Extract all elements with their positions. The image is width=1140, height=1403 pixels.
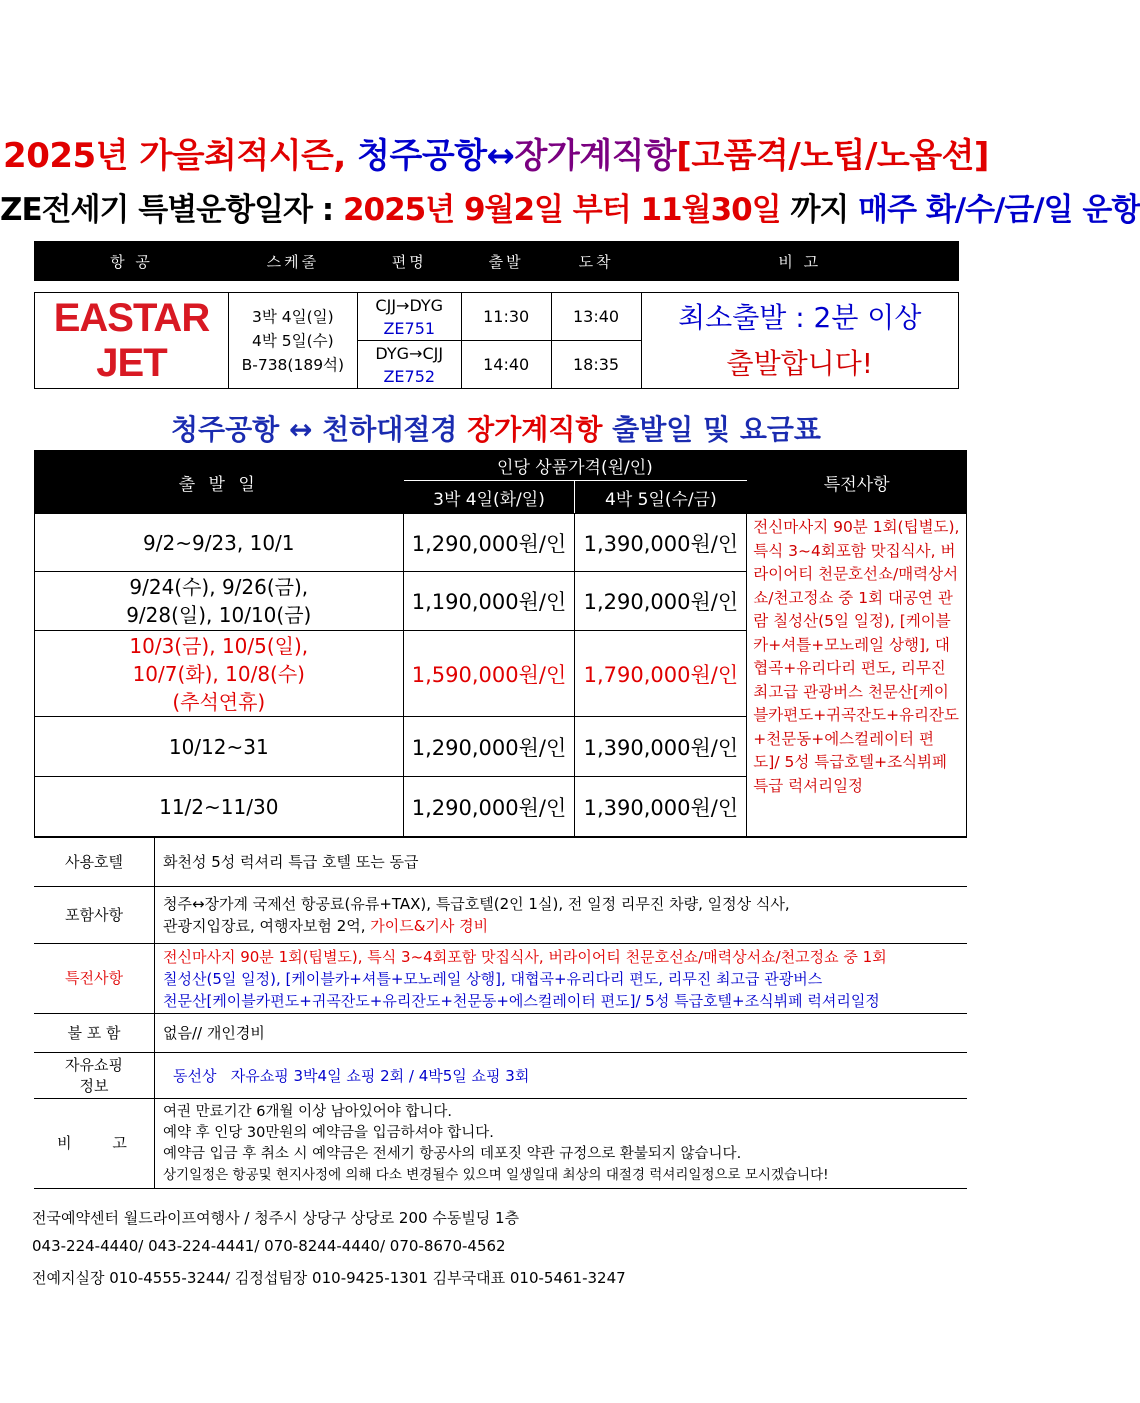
page-title xyxy=(0,128,992,177)
date-line: 9/24(수), 9/26(금), xyxy=(129,575,309,599)
remarks-row xyxy=(34,1099,967,1189)
schedule-4n5d: 4박 5일(수) xyxy=(252,331,334,350)
price-row xyxy=(35,514,967,572)
price-section-title xyxy=(0,408,992,448)
price-4n5d: 1,390,000원/인 xyxy=(575,777,747,837)
price-3n4d: 1,190,000원/인 xyxy=(403,572,575,631)
price-3n4d: 1,290,000원/인 xyxy=(403,514,575,572)
eastar-jet-logo: EASTAR JET xyxy=(53,295,210,385)
flight-row-1 xyxy=(35,293,959,341)
charter-label: ZE전세기 특별운항일자 : xyxy=(0,192,343,228)
price-4n5d: 1,390,000원/인 xyxy=(575,717,747,777)
flight-code: ZE751 xyxy=(383,318,436,338)
price-4n5d: 1,390,000원/인 xyxy=(575,514,747,572)
title-season: 2025년 가을최적시즌, xyxy=(3,136,358,176)
subtitle-route: 청주공항 ↔ 천하대절경 xyxy=(171,413,468,446)
arrival-time: 18:35 xyxy=(551,341,641,389)
include-guide-fee: 가이드&기사 경비 xyxy=(370,917,489,935)
route: CJJ→DYG xyxy=(375,295,444,315)
min-departure-line1: 최소출발 : 2분 이상 xyxy=(678,300,922,334)
subtitle-direct: 장가계직항 xyxy=(467,413,613,446)
flight-code: ZE752 xyxy=(383,366,436,386)
charter-schedule-title xyxy=(0,184,1140,229)
departure-dates xyxy=(35,514,404,572)
perk-line: 천문산[케이블카편도+귀곡잔도+유리잔도+천문동+에스컬레이터 편도]/ 5성 특급호텔+조식뷔페 럭셔리일정 xyxy=(163,991,880,1010)
date-line: 10/12~31 xyxy=(168,734,269,759)
date-line: 11/2~11/30 xyxy=(159,794,279,819)
remark-line: 상기일정은 항공및 현지사정에 의해 다소 변경될수 있으며 일생일대 최상의 대절경 럭셔리일정으로 모시겠습니다! xyxy=(163,1166,829,1183)
price-table xyxy=(34,450,967,837)
shopping-label-line: 자유쇼핑 xyxy=(65,1055,123,1074)
departure-time: 14:40 xyxy=(461,341,551,389)
aircraft-type: B-738(189석) xyxy=(241,355,345,374)
title-origin: 청주공항↔ xyxy=(357,136,515,176)
perk-value xyxy=(155,944,968,1014)
info-table xyxy=(34,837,967,1189)
perks-list: 전신마사지 90분 1회(팁별도), 특식 3~4회포함 맛집식사, 버라이어티 천문호선쇼/매력상서쇼/천고정쇼 중 1회 대공연 관람 칠성산(5일 일정), [케이블카+셔틀+모노레일 상행], 대협곡+유리다리 편도, 리무진 최고급 관광버스 천문산[케이블카편도+귀곡잔도+유리잔도+천문동+에스컬레이터 편도]/ 5성 특급호텔+조식뷔페 특급 럭셔리일정 xyxy=(747,514,967,837)
shopping-row xyxy=(34,1053,967,1099)
include-text: 관광지입장료, 여행자보험 2억, xyxy=(163,917,371,935)
route: DYG→CJJ xyxy=(375,343,444,363)
footer-contacts: 전예지실장 010-4555-3244/ 김정섭팀장 010-9425-1301 김부국대표 010-5461-3247 xyxy=(32,1269,626,1287)
flight-table xyxy=(34,241,959,389)
shopping-label xyxy=(34,1053,155,1099)
min-departure-note xyxy=(641,293,958,389)
remark-line: 예약금 입금 후 취소 시 예약금은 전세기 항공사의 데포짓 약관 규정으로 환불되지 않습니다. xyxy=(163,1145,742,1162)
hotel-label: 사용호텔 xyxy=(34,838,155,887)
airline-logo xyxy=(35,293,229,389)
arrival-time: 13:40 xyxy=(551,293,641,341)
perk-line: 칠성산(5일 일정), [케이블카+셔틀+모노레일 상행], 대협곡+유리다리 편도, 리무진 최고급 관광버스 xyxy=(163,969,823,988)
exclude-label: 불 포 함 xyxy=(34,1014,155,1053)
footer-address: 전국예약센터 월드라이프여행사 / 청주시 상당구 상당로 200 수동빌딩 1층 xyxy=(32,1209,520,1227)
price-3n4d: 1,590,000원/인 xyxy=(403,631,575,717)
departure-dates xyxy=(35,572,404,631)
perk-row xyxy=(34,944,967,1014)
price-4n5d: 1,790,000원/인 xyxy=(575,631,747,717)
include-row xyxy=(34,887,967,944)
subtitle-table: 출발일 및 요금표 xyxy=(612,413,821,446)
include-line xyxy=(163,915,967,937)
header-4n5d: 4박 5일(수/금) xyxy=(575,481,747,514)
charter-days: 매주 화/수/금/일 운항 xyxy=(858,192,1140,228)
date-line: 10/7(화), 10/8(수) xyxy=(132,661,305,686)
header-departure-date: 출 발 일 xyxy=(35,451,404,514)
header-price: 인당 상품가격(원/인) xyxy=(403,451,747,481)
flight-no-cell xyxy=(357,341,461,389)
remark-line: 여권 만료기간 6개월 이상 남아있어야 합니다. xyxy=(163,1103,453,1120)
schedule-3n4d: 3박 4일(일) xyxy=(252,307,334,326)
header-flight-no: 편명 xyxy=(357,242,461,281)
departure-time: 11:30 xyxy=(461,293,551,341)
flight-table-header xyxy=(35,242,959,281)
header-schedule: 스케줄 xyxy=(228,242,357,281)
holiday-label: (추석연휴) xyxy=(172,689,266,714)
title-destination: 장가계직항 xyxy=(514,136,677,176)
perk-line: 전신마사지 90분 1회(팁별도), 특식 3~4회포함 맛집식사, 버라이어티 천문호선쇼/매력상서쇼/천고정쇼 중 1회 xyxy=(163,947,887,966)
include-value xyxy=(155,887,968,944)
departure-dates xyxy=(35,777,404,837)
header-remarks: 비 고 xyxy=(641,242,958,281)
charter-until: 까지 xyxy=(790,192,859,228)
exclude-value: 없음// 개인경비 xyxy=(155,1014,968,1053)
header-perks: 특전사항 xyxy=(747,451,967,514)
header-departure: 출발 xyxy=(461,242,551,281)
price-3n4d: 1,290,000원/인 xyxy=(403,717,575,777)
price-4n5d: 1,290,000원/인 xyxy=(575,572,747,631)
remark-line: 예약 후 인당 30만원의 예약금을 입금하셔야 합니다. xyxy=(163,1124,494,1141)
departure-dates xyxy=(35,717,404,777)
include-line: 청주↔장가계 국제선 항공료(유류+TAX), 특급호텔(2인 1실), 전 일정 리무진 차량, 일정상 식사, xyxy=(163,895,790,913)
exclude-row xyxy=(34,1014,967,1053)
min-departure-line2: 출발합니다! xyxy=(726,346,873,380)
date-line: 9/2~9/23, 10/1 xyxy=(143,530,295,555)
date-line: 9/28(일), 10/10(금) xyxy=(126,603,312,627)
shopping-value: 동선상 자유쇼핑 3박4일 쇼핑 2회 / 4박5일 쇼핑 3회 xyxy=(155,1053,968,1099)
schedule-cell xyxy=(228,293,357,389)
hotel-value: 화천성 5성 럭셔리 특급 호텔 또는 동급 xyxy=(155,838,968,887)
remarks-value xyxy=(155,1099,968,1189)
include-label: 포함사항 xyxy=(34,887,155,944)
footer-phones: 043-224-4440/ 043-224-4441/ 070-8244-4440/ 070-8670-4562 xyxy=(32,1237,506,1255)
date-line: 10/3(금), 10/5(일), xyxy=(129,633,309,658)
shopping-label-line: 정보 xyxy=(79,1076,109,1095)
perk-label: 특전사항 xyxy=(34,944,155,1014)
remarks-label: 비 고 xyxy=(34,1099,155,1189)
hotel-row xyxy=(34,838,967,887)
header-arrival: 도착 xyxy=(551,242,641,281)
price-3n4d: 1,290,000원/인 xyxy=(403,777,575,837)
flight-no-cell xyxy=(357,293,461,341)
departure-dates xyxy=(35,631,404,717)
charter-dates: 2025년 9월2일 부터 11월30일 xyxy=(342,192,791,228)
header-3n4d: 3박 4일(화/일) xyxy=(403,481,575,514)
title-tags: [고품격/노팁/노옵션] xyxy=(676,136,989,176)
header-airline: 항 공 xyxy=(35,242,229,281)
